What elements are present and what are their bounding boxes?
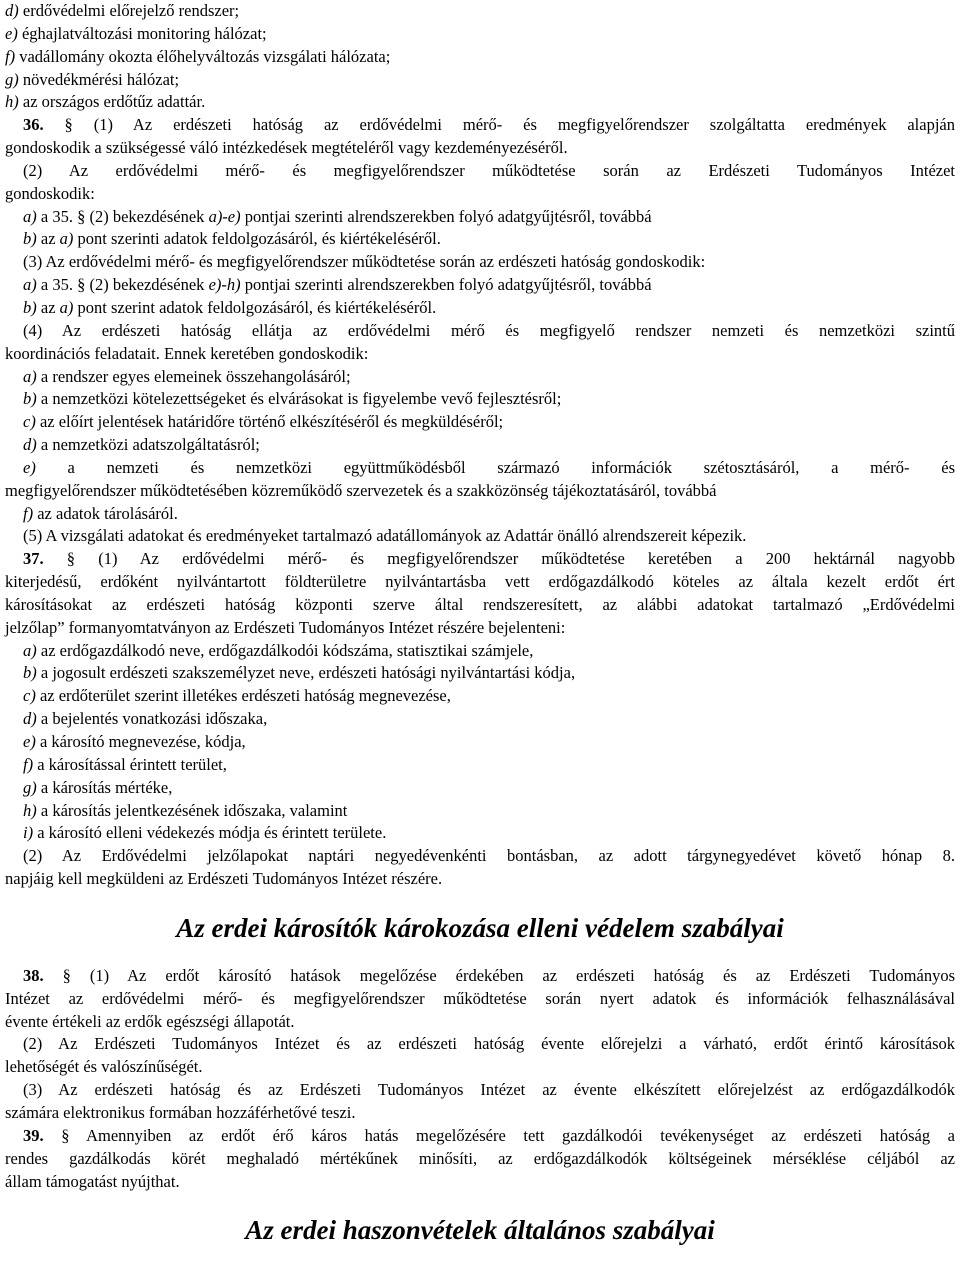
- text-line: jelzőlap” formanyomtatványon az Erdészeti Tudományos Intézet részére bejelenteni:: [5, 617, 566, 637]
- text-line: évente értékeli az erdők egészségi állapotát.: [5, 1011, 295, 1031]
- text-line: napjáig kell megküldeni az Erdészeti Tudományos Intézet részére.: [5, 869, 443, 889]
- text-line: gondoskodik a szükségessé váló intézkedések megtételéről vagy kezdeményezéséről.: [5, 138, 568, 158]
- section-number: 39.: [23, 1125, 44, 1145]
- list-item: a) a 35. § (2) bekezdésének e)-h) pontjai szerinti alrendszerekben folyó adatgyűjtésről, továbbá: [23, 275, 652, 295]
- section-39-para-1: 39. § Amennyiben az erdőt érő káros hatás megelőzésére tett gazdálkodói tevékenységet az erdészeti hatóság a: [23, 1125, 955, 1145]
- list-item: b) a nemzetközi kötelezettségeket és elvárásokat is figyelembe vevő fejlesztésről;: [23, 389, 562, 409]
- text-line: számára elektronikus formában hozzáférhetővé teszi.: [5, 1102, 356, 1122]
- text-line: gondoskodik:: [5, 183, 95, 203]
- list-item: e) a károsító megnevezése, kódja,: [23, 732, 246, 751]
- list-item: f) az adatok tárolásáról.: [23, 503, 178, 523]
- text-line: megfigyelőrendszer működtetésében közreműködő szervezetek és a szakközönség tájékoztatásáról, továbbá: [5, 480, 717, 500]
- section-38-para-1: 38. § (1) Az erdőt károsító hatások megelőzése érdekében az erdészeti hatóság és az Erdészeti Tudományos: [23, 965, 955, 985]
- list-item: a) a 35. § (2) bekezdésének a)-e) pontjai szerinti alrendszerekben folyó adatgyűjtésről, továbbá: [23, 206, 652, 226]
- section-36-para-1: 36. § (1) Az erdészeti hatóság az erdővédelmi mérő- és megfigyelőrendszer szolgáltatta eredmények alapján: [23, 115, 955, 135]
- list-item: g) a károsítás mértéke,: [23, 777, 173, 797]
- section-36-para-4: (4) Az erdészeti hatóság ellátja az erdővédelmi mérő és megfigyelő rendszer nemzeti és nemzetközi szintű: [23, 320, 955, 340]
- section-heading: Az erdei károsítók károkozása elleni védelem szabályai: [176, 912, 784, 943]
- list-item: h) a károsítás jelentkezésének időszaka, valamint: [23, 800, 348, 820]
- list-item: f) a károsítással érintett terület,: [23, 754, 227, 774]
- list-item: b) az a) pont szerint adatok feldolgozásáról, és kiértékeléséről.: [23, 297, 437, 317]
- list-item: d) erdővédelmi előrejelző rendszer;: [5, 1, 240, 20]
- list-item: b) a jogosult erdészeti szakszemélyzet neve, erdészeti hatósági nyilvántartási kódja,: [23, 663, 576, 683]
- section-37-para-1: 37. § (1) Az erdővédelmi mérő- és megfigyelőrendszer működtetése keretében a 200 hektárnál nagyobb: [23, 549, 955, 569]
- list-item: c) az erdőterület szerint illetékes erdészeti hatóság megnevezése,: [23, 686, 451, 706]
- section-37-para-2: (2) Az Erdővédelmi jelzőlapokat naptári negyedévenkénti bontásban, az adott tárgynegyedévet követő hónap 8.: [23, 846, 955, 866]
- list-item: b) az a) pont szerinti adatok feldolgozásáról, és kiértékeléséről.: [23, 229, 441, 249]
- section-number: 38.: [23, 965, 44, 985]
- list-item: d) a bejelentés vonatkozási időszaka,: [23, 709, 268, 729]
- text-line: lehetőségét és valószínűségét.: [5, 1057, 203, 1077]
- section-36-para-5: (5) A vizsgálati adatokat és eredményeket tartalmazó adatállományok az Adattár önálló alrendszereit képezik.: [23, 526, 747, 546]
- list-item: i) a károsító elleni védekezés módja és érintett területe.: [23, 823, 387, 843]
- section-36-para-3: (3) Az erdővédelmi mérő- és megfigyelőrendszer működtetése során az erdészeti hatóság gondoskodik:: [23, 252, 706, 272]
- text-line: Intézet az erdővédelmi mérő- és megfigyelőrendszer működtetése során nyert adatok és információk felhasználásával: [5, 988, 955, 1008]
- text-line: kiterjedésű, erdőként nyilvántartott földterületre nyilvántartásba vett erdőgazdálkodó köteles az általa kezelt erdőt ért: [5, 572, 955, 592]
- section-heading: Az erdei haszonvételek általános szabályai: [245, 1215, 715, 1246]
- text-line: károsításokat az erdészeti hatóság központi szerve által rendszeresített, az alábbi adatokat tartalmazó „Erdővédelmi: [5, 594, 955, 614]
- section-number: 36.: [23, 115, 44, 135]
- list-item: a) az erdőgazdálkodó neve, erdőgazdálkodói kódszáma, statisztikai számjele,: [23, 640, 534, 660]
- text-line: rendes gazdálkodás körét meghaladó mértékűnek minősíti, az erdőgazdálkodók költségeinek mérséklése céljából az: [5, 1148, 955, 1168]
- list-item: d) a nemzetközi adatszolgáltatásról;: [23, 435, 260, 455]
- list-item: c) az előírt jelentések határidőre történő elkészítéséről és megküldéséről;: [23, 412, 504, 432]
- list-item: h) az országos erdőtűz adattár.: [5, 92, 206, 112]
- list-item: e) a nemzeti és nemzetközi együttműködésből származó információk szétosztásáról, a mérő- és: [23, 457, 955, 477]
- list-item: a) a rendszer egyes elemeinek összehangolásáról;: [23, 366, 351, 386]
- text-line: koordinációs feladatait. Ennek keretében gondoskodik:: [5, 343, 369, 363]
- list-item: g) növedékmérési hálózat;: [5, 69, 180, 89]
- text-line: állam támogatást nyújthat.: [5, 1171, 180, 1191]
- section-38-para-3: (3) Az erdészeti hatóság és az Erdészeti Tudományos Intézet az évente elkészített előrejelzést az erdőgazdálkodók: [23, 1080, 955, 1100]
- section-36-para-2: (2) Az erdővédelmi mérő- és megfigyelőrendszer működtetése során az Erdészeti Tudományos Intézet: [23, 160, 955, 180]
- section-38-para-2: (2) Az Erdészeti Tudományos Intézet és az erdészeti hatóság évente előrejelzi a várható, erdőt érintő károsítások: [23, 1034, 955, 1054]
- list-item: e) éghajlatváltozási monitoring hálózat;: [5, 23, 267, 43]
- list-item: f) vadállomány okozta élőhelyváltozás vizsgálati hálózata;: [5, 46, 391, 66]
- document-page: [5, 0, 955, 1255]
- section-number: 37.: [23, 549, 44, 569]
